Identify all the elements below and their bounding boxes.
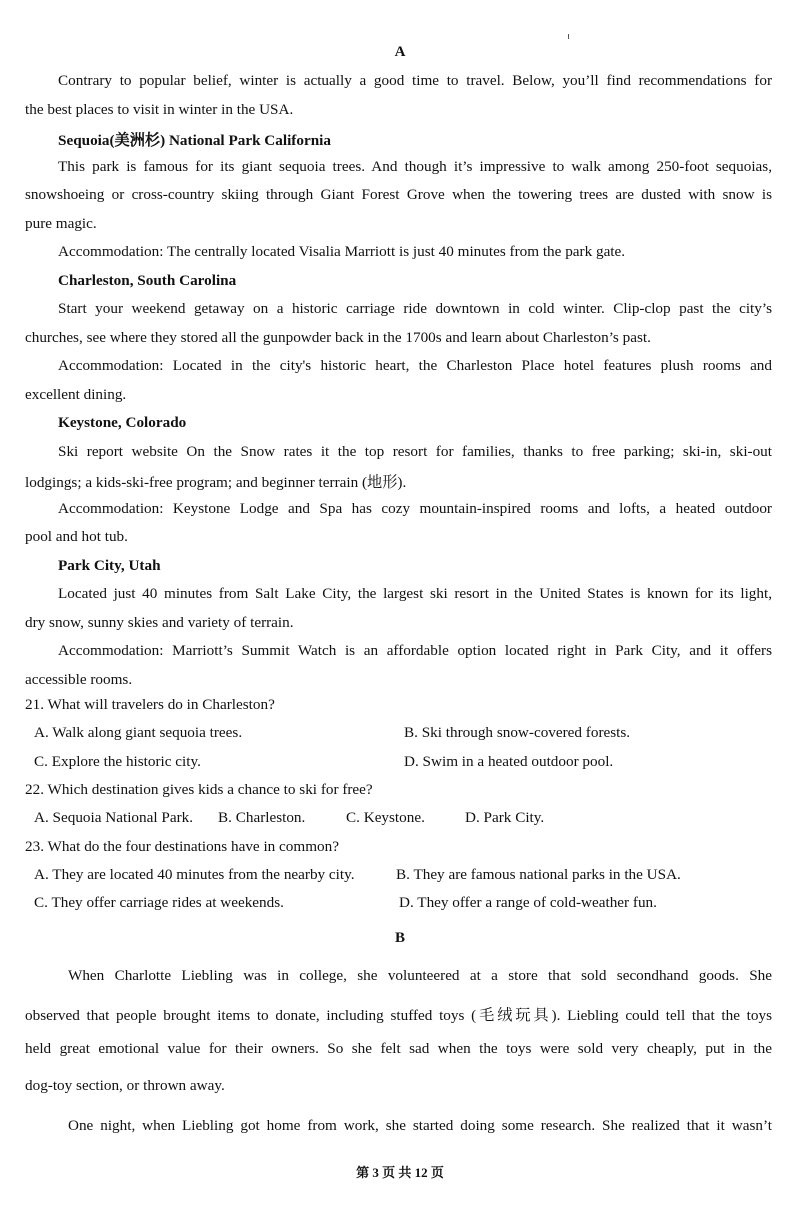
scan-mark [568,34,569,39]
answer-option: B. They are famous national parks in the USA. [396,865,681,883]
text-line: pure magic. [25,214,97,232]
section-heading: Keystone, Colorado [58,414,187,431]
answer-option: C. They offer carriage rides at weekends. [34,894,284,912]
text-line: pool and hot tub. [25,528,128,545]
answer-option: D. They offer a range of cold-weather fun. [399,894,657,912]
text-line: One night, when Liebling got home from work, she started doing some research. She realized that it wasn’t [68,1116,772,1134]
text-line: Located just 40 minutes from Salt Lake City, the largest ski resort in the United States is known for its light, [58,585,772,602]
text-line: Accommodation: The centrally located Visalia Marriott is just 40 minutes from the park gate. [58,243,626,260]
text-line: churches, see where they stored all the gunpowder back in the 1700s and learn about Charleston’s past. [25,328,651,346]
question-stem: 23. What do the four destinations have in common? [25,837,339,855]
answer-option: B. Charleston. [218,809,306,827]
answer-option: D. Park City. [465,809,545,827]
section-heading: Park City, Utah [58,556,161,574]
text-line: accessible rooms. [25,670,133,688]
text-line: lodgings; a kids-ski-free program; and beginner terrain (地形). [25,474,407,491]
passage-b-title: B [394,930,405,946]
text-line: Accommodation: Keystone Lodge and Spa has cozy mountain-inspired rooms and lofts, a heated outdoor [58,499,772,517]
answer-option: C. Explore the historic city. [34,752,201,770]
text-line: dog-toy section, or thrown away. [25,1076,225,1094]
text-line: Start your weekend getaway on a historic carriage ride downtown in cold winter. Clip-clop past the city’s [58,300,772,317]
text-line: dry snow, sunny skies and variety of terrain. [25,613,294,631]
text-line: Accommodation: Located in the city's historic heart, the Charleston Place hotel features plush rooms and [58,357,772,374]
page-footer: 第 3 页 共 12 页 [356,1165,444,1180]
question-stem: 21. What will travelers do in Charleston? [25,696,275,713]
answer-option: A. Sequoia National Park. [34,809,194,827]
text-line: Ski report website On the Snow rates it the top resort for families, thanks to free parking; ski-in, ski-out [58,442,772,460]
text-line: Contrary to popular belief, winter is actually a good time to travel. Below, you’ll find recommendations for [58,72,772,89]
answer-option: D. Swim in a heated outdoor pool. [404,752,614,770]
text-line: This park is famous for its giant sequoia trees. And though it’s impressive to walk among 250-foot sequoias, [58,157,772,175]
text-line: the best places to visit in winter in the USA. [25,100,294,118]
text-line: held great emotional value for their owners. So she felt sad when the toys were sold very cheaply, put in the [25,1040,772,1057]
text-line: Accommodation: Marriott’s Summit Watch is an affordable option located right in Park City, and it offers [58,642,772,659]
answer-option: A. They are located 40 minutes from the nearby city. [34,865,355,883]
answer-option: A. Walk along giant sequoia trees. [34,724,243,742]
text-line: snowshoeing or cross-country skiing through Giant Forest Grove when the towering trees are dusted with snow is [25,186,772,203]
passage-a-title: A [394,44,406,60]
text-line: When Charlotte Liebling was in college, she volunteered at a store that sold secondhand goods. She [68,967,772,984]
answer-option: B. Ski through snow-covered forests. [404,724,631,742]
answer-option: C. Keystone. [346,809,425,827]
section-heading: Sequoia(美洲杉) National Park California [58,132,331,149]
question-stem: 22. Which destination gives kids a chance to ski for free? [25,780,373,798]
text-line: observed that people brought items to donate, including stuffed toys (毛绒玩具). Liebling could tell that the toys [25,1006,772,1024]
text-line: excellent dining. [25,385,127,403]
section-heading: Charleston, South Carolina [58,271,237,289]
